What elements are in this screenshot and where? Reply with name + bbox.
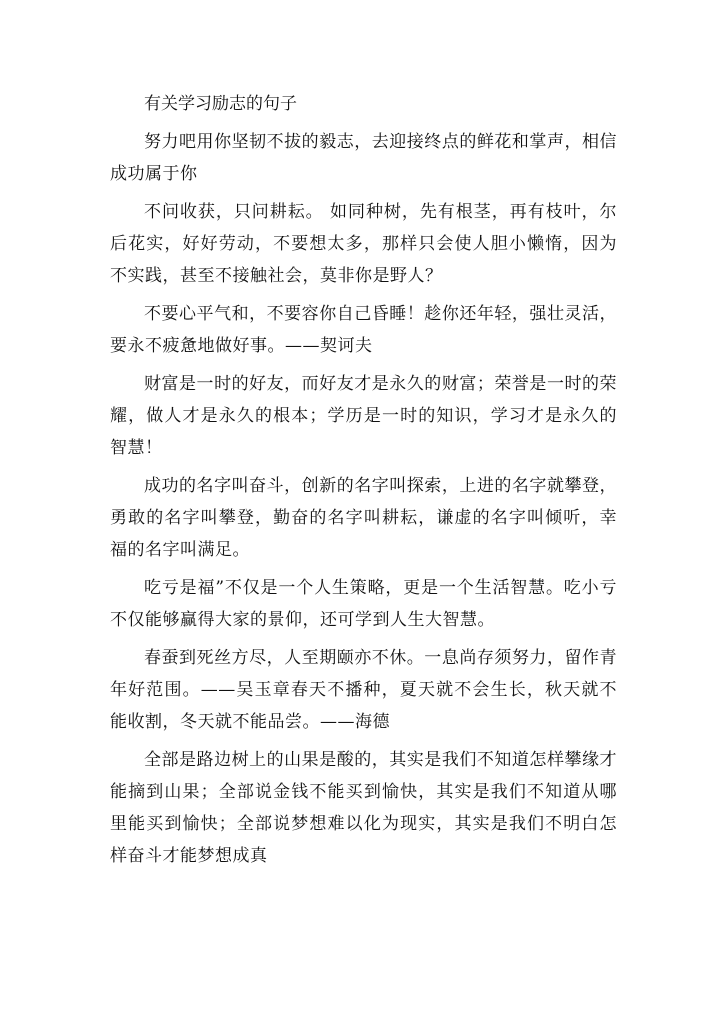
document-title: 有关学习励志的句子: [144, 94, 297, 114]
paragraph: 努力吧用你坚韧不拔的毅志，去迎接终点的鲜花和掌声，相信成功属于你: [110, 132, 617, 184]
paragraph: 成功的名字叫奋斗，创新的名字叫探索，上进的名字就攀登，勇敢的名字叫攀登，勤奋的名字叫耕耘，谦虚的名字叫倾听，幸福的名字叫满足。: [110, 476, 617, 560]
document-body: [110, 88, 617, 878]
paragraph: 不问收获，只问耕耘。 如同种树，先有根茎，再有枝叶，尔后花实，好好劳动，不要想太多，那样只会使人胆小懒惰，因为不实践，甚至不接触社会，莫非你是野人？: [110, 202, 617, 286]
paragraph: 春蚕到死丝方尽，人至期颐亦不休。一息尚存须努力，留作青年好范围。——吴玉章春天不播种，夏天就不会生长，秋天就不能收割，冬天就不能品尝。——海德: [110, 648, 617, 732]
paragraph: 全部是路边树上的山果是酸的，其实是我们不知道怎样攀缘才能摘到山果；全部说金钱不能买到愉快，其实是我们不知道从哪里能买到愉快；全部说梦想难以化为现实，其实是我们不明白怎样奋斗才能梦想成真: [110, 750, 617, 866]
paragraph: 吃亏是福”不仅是一个人生策略，更是一个生活智慧。吃小亏不仅能够赢得大家的景仰，还可学到人生大智慧。: [110, 578, 617, 630]
paragraph: 不要心平气和，不要容你自己昏睡！趁你还年轻，强壮灵活，要永不疲惫地做好事。——契诃夫: [110, 304, 617, 356]
paragraph: 财富是一时的好友，而好友才是永久的财富；荣誉是一时的荣耀，做人才是永久的根本；学历是一时的知识，学习才是永久的智慧！: [110, 374, 617, 458]
